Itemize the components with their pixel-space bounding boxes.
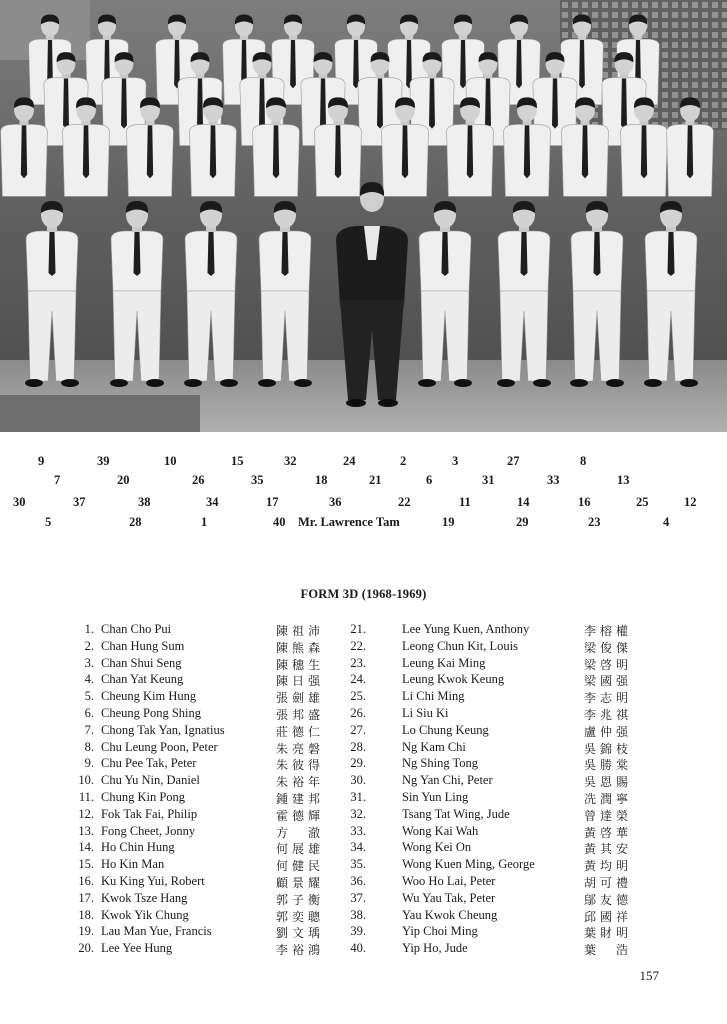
student-chinese-name: 黃其安	[584, 842, 633, 857]
position-number: 17	[266, 495, 279, 509]
position-number: 33	[547, 473, 560, 487]
student-chinese-name: 莊德仁	[276, 724, 325, 739]
student-english-name: Chung Kin Pong	[101, 790, 186, 804]
position-number: 34	[206, 495, 219, 509]
position-number: 30	[13, 495, 26, 509]
student-number: 24.	[350, 672, 366, 687]
student-number: 8.	[84, 739, 94, 754]
student-number: 14.	[78, 840, 94, 855]
position-number: 39	[97, 454, 110, 468]
position-number: 7	[54, 473, 61, 487]
student-chinese-name: 朱彼得	[276, 758, 325, 773]
group-photo-icon	[0, 0, 727, 432]
student-chinese-name: 朱裕年	[276, 775, 325, 790]
student-number: 19.	[78, 924, 94, 939]
student-number: 11.	[78, 790, 94, 804]
student-chinese-name: 葉 浩	[584, 943, 633, 958]
student-chinese-name: 梁國强	[584, 674, 633, 689]
student-chinese-name: 李兆祺	[584, 708, 633, 722]
student-english-name: Yau Kwok Cheung	[402, 907, 498, 922]
student-english-name: Ng Yan Chi, Peter	[402, 773, 493, 788]
position-number: 9	[38, 454, 45, 468]
position-number: 13	[617, 473, 630, 487]
student-number: 4.	[84, 672, 94, 687]
student-number: 1.	[84, 622, 94, 636]
position-number: 11	[459, 495, 471, 509]
number-row-1	[0, 454, 727, 472]
student-number: 40.	[350, 941, 366, 956]
position-number: 8	[580, 454, 587, 468]
student-number: 39.	[350, 924, 366, 939]
student-english-name: Yip Ho, Jude	[402, 941, 468, 956]
student-number: 15.	[78, 857, 94, 872]
position-number: 2	[400, 454, 407, 468]
position-number: 37	[73, 495, 86, 509]
position-number: 26	[192, 473, 205, 487]
student-chinese-name: 霍德輝	[276, 808, 325, 823]
student-english-name: Chan Cho Pui	[101, 622, 172, 636]
student-chinese-name: 李榕權	[584, 624, 633, 638]
position-number: 10	[164, 454, 177, 468]
position-number: 28	[129, 515, 142, 529]
student-chinese-name: 朱亮磐	[276, 741, 325, 756]
student-chinese-name: 冼潤寧	[584, 792, 633, 806]
position-number: 24	[343, 454, 356, 468]
student-english-name: Chan Shui Seng	[101, 655, 182, 670]
position-number: 35	[251, 473, 264, 487]
position-number: 6	[426, 473, 433, 487]
student-number: 12.	[78, 806, 94, 821]
position-number: 15	[231, 454, 244, 468]
student-english-name: Chu Leung Poon, Peter	[101, 739, 218, 754]
student-chinese-name: 李志明	[584, 691, 633, 706]
student-english-name: Kwok Yik Chung	[101, 907, 189, 922]
student-chinese-name: 方 澈	[276, 825, 325, 840]
student-english-name: Ku King Yui, Robert	[101, 874, 205, 888]
student-chinese-name: 梁啓明	[584, 657, 633, 672]
number-row-3	[0, 495, 727, 513]
position-number: 29	[516, 515, 529, 529]
student-english-name: Cheung Kim Hung	[101, 689, 197, 704]
student-english-name: Lau Man Yue, Francis	[101, 924, 212, 939]
position-number: 12	[684, 495, 697, 509]
position-number: 18	[315, 473, 328, 487]
student-english-name: Sin Yun Ling	[402, 790, 469, 804]
student-number: 28.	[350, 739, 366, 754]
student-number: 7.	[84, 722, 94, 737]
student-english-name: Chong Tak Yan, Ignatius	[101, 722, 225, 737]
student-number: 5.	[84, 689, 94, 704]
student-english-name: Ho Kin Man	[101, 857, 165, 872]
student-chinese-name: 陳熊森	[276, 640, 325, 655]
student-chinese-name: 李裕鴻	[276, 943, 325, 958]
student-chinese-name: 邱國祥	[584, 909, 633, 924]
position-number: 20	[117, 473, 130, 487]
form-title: FORM 3D (1968-1969)	[300, 587, 427, 601]
number-row-2	[0, 473, 727, 491]
student-english-name: Cheung Pong Shing	[101, 706, 202, 720]
student-english-name: Leung Kai Ming	[402, 655, 486, 670]
position-number: 21	[369, 473, 382, 487]
position-number: 32	[284, 454, 297, 468]
student-number: 3.	[84, 655, 94, 670]
position-number: 27	[507, 454, 520, 468]
student-number: 22.	[350, 638, 366, 653]
student-english-name: Chu Yu Nin, Daniel	[101, 773, 200, 788]
student-number: 17.	[78, 890, 94, 905]
student-english-name: Kwok Tsze Hang	[101, 890, 188, 905]
teacher-name: Mr. Lawrence Tam	[298, 515, 400, 529]
student-number: 26.	[350, 706, 366, 720]
student-number: 36.	[350, 874, 366, 888]
student-english-name: Ho Chin Hung	[101, 840, 175, 855]
group-photo	[0, 0, 727, 432]
student-chinese-name: 何展雄	[276, 842, 325, 857]
position-number: 23	[588, 515, 601, 529]
position-number: 36	[329, 495, 342, 509]
student-english-name: Wu Yau Tak, Peter	[402, 890, 496, 905]
student-chinese-name: 陳穗生	[276, 657, 325, 672]
position-number: 5	[45, 515, 52, 529]
student-english-name: Leung Kwok Keung	[402, 672, 505, 687]
student-english-name: Chu Pee Tak, Peter	[101, 756, 197, 771]
student-number: 18.	[78, 907, 94, 922]
student-english-name: Ng Shing Tong	[402, 756, 478, 771]
student-english-name: Fok Tak Fai, Philip	[101, 806, 198, 821]
student-number: 27.	[350, 722, 366, 737]
student-chinese-name: 曾達榮	[584, 808, 633, 823]
position-number: 3	[452, 454, 459, 468]
position-number: 4	[663, 515, 670, 529]
student-chinese-name: 劉文瑀	[276, 926, 325, 941]
student-chinese-name: 胡可禮	[584, 876, 633, 890]
position-number: 16	[578, 495, 591, 509]
student-chinese-name: 黃啓華	[584, 825, 633, 840]
student-chinese-name: 吳錦枝	[584, 741, 633, 756]
student-english-name: Lee Yung Kuen, Anthony	[402, 622, 530, 636]
student-english-name: Li Siu Ki	[402, 706, 449, 720]
student-number: 10.	[78, 773, 94, 788]
student-chinese-name: 吳恩賜	[584, 775, 633, 790]
student-chinese-name: 郭奕聰	[276, 909, 325, 924]
student-chinese-name: 梁俊傑	[584, 640, 633, 655]
position-number: 19	[442, 515, 455, 529]
position-number: 14	[517, 495, 530, 509]
student-number: 9.	[84, 756, 94, 771]
student-number: 2.	[84, 638, 94, 653]
student-number: 16.	[78, 874, 94, 888]
student-number: 32.	[350, 806, 366, 821]
position-number: 25	[636, 495, 649, 509]
student-chinese-name: 陳祖沛	[276, 624, 325, 638]
student-english-name: Ng Kam Chi	[402, 739, 466, 754]
student-number: 23.	[350, 655, 366, 670]
student-chinese-name: 郭子衡	[276, 892, 325, 907]
student-english-name: Wong Kei On	[402, 840, 472, 855]
student-chinese-name: 盧仲强	[584, 724, 633, 739]
student-english-name: Lo Chung Keung	[402, 722, 489, 737]
student-chinese-name: 陳日强	[276, 674, 325, 689]
student-number: 30.	[350, 773, 366, 788]
student-number: 37.	[350, 890, 366, 905]
position-number: 31	[482, 473, 495, 487]
student-number: 33.	[350, 823, 366, 838]
student-number: 25.	[350, 689, 366, 704]
position-number: 1	[201, 515, 208, 529]
student-number: 38.	[350, 907, 366, 922]
student-english-name: Fong Cheet, Jonny	[101, 823, 196, 838]
student-english-name: Lee Yee Hung	[101, 941, 173, 956]
student-chinese-name: 張邦盛	[276, 708, 325, 722]
student-english-name: Tsang Tat Wing, Jude	[402, 806, 510, 821]
student-number: 20.	[78, 941, 94, 956]
page-number: 157	[639, 968, 659, 983]
student-english-name: Chan Yat Keung	[101, 672, 184, 687]
student-chinese-name: 葉財明	[584, 926, 633, 941]
student-number: 6.	[84, 706, 94, 720]
student-chinese-name: 顧景耀	[276, 876, 325, 890]
student-english-name: Yip Choi Ming	[402, 924, 478, 939]
student-number: 34.	[350, 840, 366, 855]
student-number: 21.	[350, 622, 366, 636]
student-number: 35.	[350, 857, 366, 872]
student-number: 31.	[350, 790, 366, 804]
student-english-name: Wong Kai Wah	[402, 823, 479, 838]
position-number: 22	[398, 495, 411, 509]
student-english-name: Li Chi Ming	[402, 689, 465, 704]
position-number: 40	[273, 515, 286, 529]
student-chinese-name: 鄔友德	[584, 892, 633, 907]
student-english-name: Leong Chun Kit, Louis	[402, 638, 518, 653]
student-chinese-name: 吳勝棠	[584, 758, 633, 773]
student-english-name: Woo Ho Lai, Peter	[402, 874, 496, 888]
student-number: 29.	[350, 756, 366, 771]
student-english-name: Chan Hung Sum	[101, 638, 185, 653]
student-english-name: Wong Kuen Ming, George	[402, 857, 535, 872]
student-chinese-name: 何健民	[276, 859, 325, 874]
position-number: 38	[138, 495, 151, 509]
student-chinese-name: 張劍雄	[276, 691, 325, 706]
student-chinese-name: 鍾建邦	[276, 792, 325, 806]
student-number: 13.	[78, 823, 94, 838]
student-chinese-name: 黃均明	[584, 859, 633, 874]
